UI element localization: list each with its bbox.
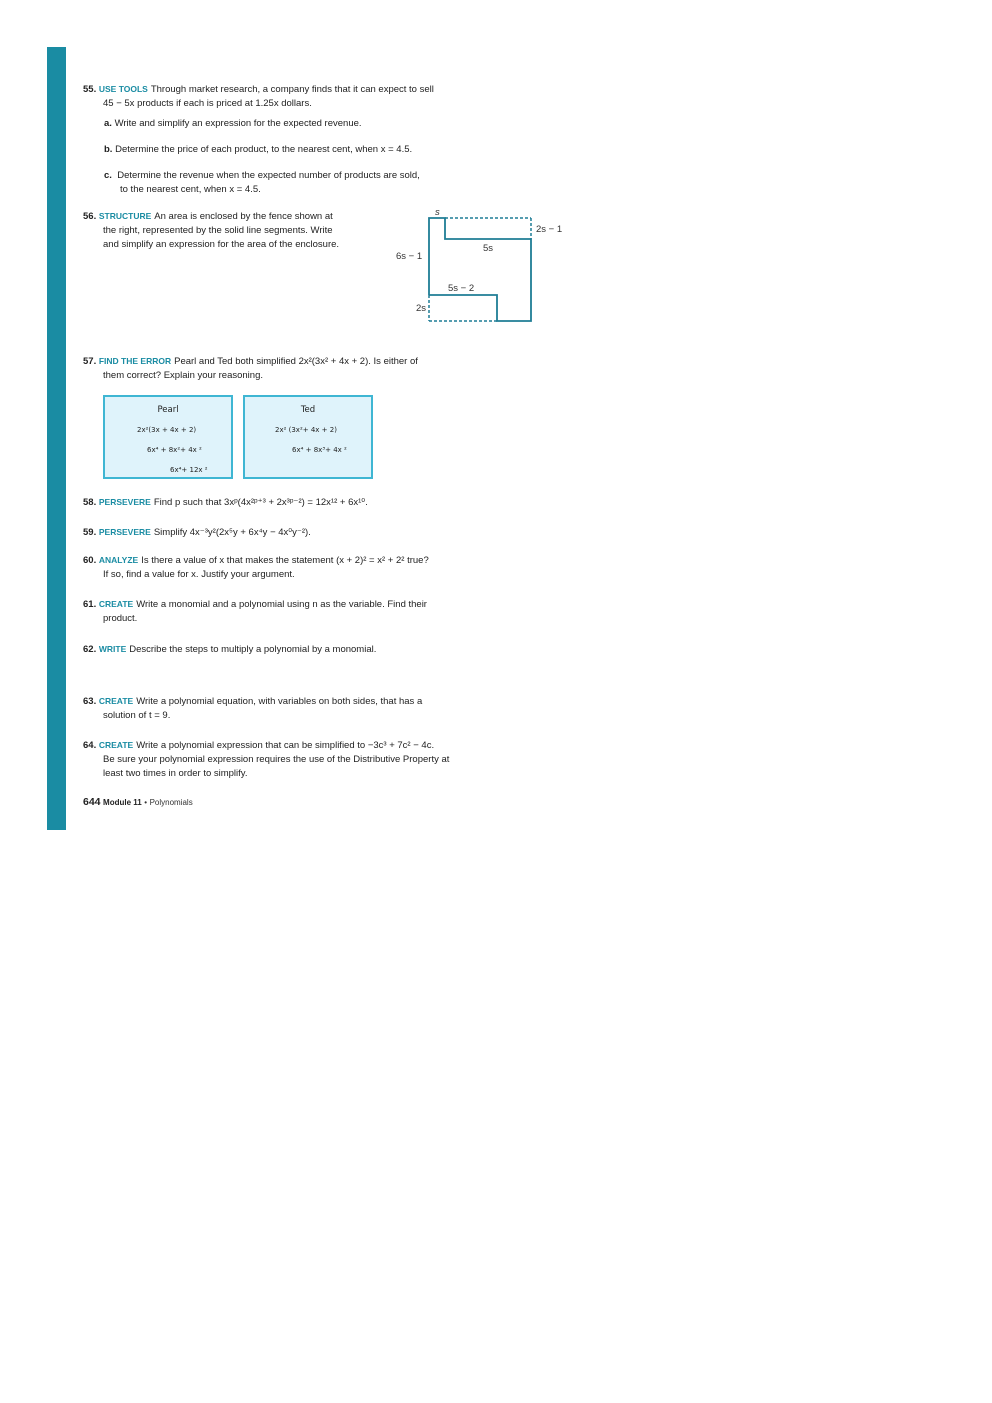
question-tag: FIND THE ERROR: [98, 356, 172, 366]
question-text: Describe the steps to multiply a polynomial by a monomial.: [129, 644, 377, 655]
ted-step-1: 2x² (3x²+ 4x + 2): [275, 426, 337, 434]
label-s: s: [435, 207, 440, 218]
part-text: Determine the price of each product, to the nearest cent, when x = 4.5.: [115, 144, 413, 155]
question-text: 45 − 5x products if each is priced at 1.25x dollars.: [103, 98, 312, 109]
question-text: Simplify 4x⁻³y²(2x⁵y + 6x⁴y − 4x⁰y⁻²).: [153, 527, 311, 538]
question-number: 61.: [83, 599, 97, 610]
fence-diagram: [390, 205, 580, 330]
question-text: If so, find a value for x. Justify your argument.: [103, 569, 295, 580]
question-number: 55.: [83, 84, 97, 95]
question-number: 62.: [83, 644, 97, 655]
question-text: the right, represented by the solid line segments. Write: [103, 225, 333, 236]
module-label: Module 11: [103, 798, 142, 807]
footer-separator: •: [144, 798, 148, 807]
question-number: 57.: [83, 356, 97, 367]
question-text: Write a polynomial equation, with variables on both sides, that has a: [136, 696, 423, 707]
question-tag: STRUCTURE: [98, 211, 152, 221]
part-label: a.: [104, 118, 112, 129]
question-tag: CREATE: [98, 740, 134, 750]
question-tag: PERSEVERE: [98, 527, 151, 537]
ted-name: Ted: [300, 405, 316, 415]
page-footer: [83, 796, 193, 808]
teal-margin-bar: [47, 47, 66, 830]
question-tag: USE TOOLS: [98, 84, 148, 94]
label-5s-minus-2: 5s − 2: [448, 283, 475, 294]
question-text: product.: [103, 613, 138, 624]
page-number: 644: [83, 796, 101, 808]
question-text: Pearl and Ted both simplified 2x²(3x² + 4x + 2). Is either of: [174, 356, 418, 367]
question-tag: PERSEVERE: [98, 497, 151, 507]
question-56: [83, 209, 339, 252]
question-text: An area is enclosed by the fence shown at: [154, 211, 333, 222]
question-59: [83, 525, 311, 540]
question-number: 59.: [83, 527, 97, 538]
question-text: Be sure your polynomial expression requires the use of the Distributive Property at: [103, 754, 450, 765]
question-text: Is there a value of x that makes the statement (x + 2)² = x² + 2² true?: [141, 555, 429, 566]
question-text: them correct? Explain your reasoning.: [103, 370, 263, 381]
pearl-name: Pearl: [157, 405, 179, 415]
label-2s-minus-1: 2s − 1: [536, 224, 563, 235]
question-tag: CREATE: [98, 599, 134, 609]
part-text: Determine the revenue when the expected number of products are sold,: [117, 170, 420, 181]
label-2s: 2s: [416, 303, 427, 314]
part-label: b.: [104, 144, 113, 155]
question-55b: [104, 143, 412, 157]
question-55a: [104, 117, 362, 131]
question-text: least two times in order to simplify.: [103, 768, 248, 779]
question-number: 60.: [83, 555, 97, 566]
question-58: [83, 495, 368, 510]
question-62: [83, 642, 376, 657]
pearl-step-3: 6x⁴+ 12x ²: [170, 466, 208, 474]
label-5s: 5s: [483, 243, 494, 254]
question-text: Write a monomial and a polynomial using n as the variable. Find their: [136, 599, 427, 610]
part-label: c.: [104, 170, 112, 181]
question-55: [83, 82, 434, 111]
part-text: Write and simplify an expression for the expected revenue.: [114, 118, 362, 129]
question-tag: WRITE: [98, 644, 127, 654]
question-text: and simplify an expression for the area of the enclosure.: [103, 239, 340, 250]
question-tag: CREATE: [98, 696, 134, 706]
question-text: Find p such that 3xᵖ(4x²ᵖ⁺³ + 2x³ᵖ⁻²) = 12x¹² + 6x¹⁰.: [153, 497, 368, 508]
pearl-step-1: 2x²(3x + 4x + 2): [137, 426, 197, 434]
part-text: to the nearest cent, when x = 4.5.: [120, 184, 261, 195]
question-63: [83, 694, 422, 723]
pearl-step-2: 6x⁴ + 8x²+ 4x ²: [147, 446, 202, 454]
label-6s-minus-1: 6s − 1: [396, 251, 423, 262]
question-number: 58.: [83, 497, 97, 508]
solid-fence: [429, 218, 531, 321]
question-text: solution of t = 9.: [103, 710, 171, 721]
ted-work-box: [243, 395, 373, 479]
section-label: Polynomials: [149, 798, 193, 807]
question-text: Write a polynomial expression that can be simplified to −3c³ + 7c² − 4c.: [136, 740, 435, 751]
question-tag: ANALYZE: [98, 555, 139, 565]
question-60: [83, 553, 429, 582]
question-number: 63.: [83, 696, 97, 707]
ted-step-2: 6x⁴ + 8x³+ 4x ²: [292, 446, 347, 454]
question-text: Through market research, a company finds that it can expect to sell: [150, 84, 434, 95]
question-number: 64.: [83, 740, 97, 751]
question-64: [83, 738, 449, 781]
question-57: [83, 354, 418, 383]
pearl-work-box: [103, 395, 233, 479]
question-55c: [104, 169, 420, 197]
question-number: 56.: [83, 211, 97, 222]
question-61: [83, 597, 427, 626]
